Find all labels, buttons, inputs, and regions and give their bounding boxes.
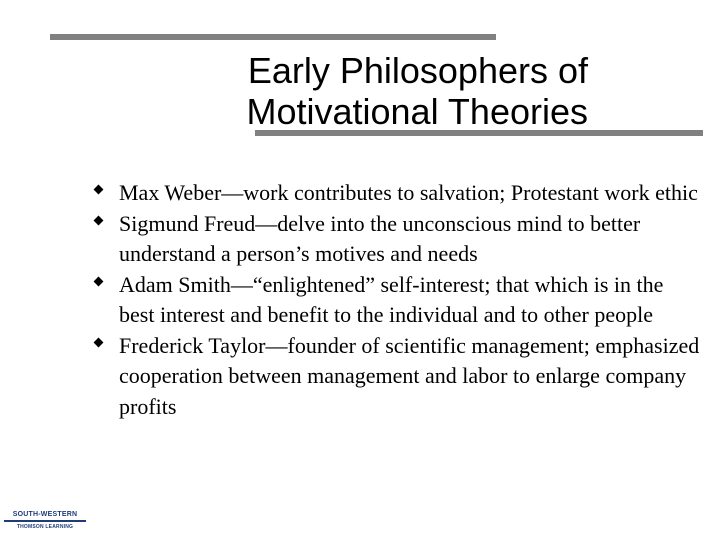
logo-line-2: THOMSON LEARNING <box>16 524 74 530</box>
logo-divider <box>4 520 86 522</box>
bullet-text: Adam Smith—“enlightened” self-interest; that which is in the best interest and benefit to the individual and to other people <box>119 271 664 327</box>
top-decorative-rule <box>50 34 496 40</box>
diamond-bullet-icon <box>94 185 104 195</box>
publisher-logo <box>4 511 86 535</box>
diamond-bullet-icon <box>94 276 104 286</box>
diamond-bullet-icon <box>94 337 104 347</box>
bullet-item-freud <box>92 209 702 270</box>
bullet-item-taylor <box>92 331 702 423</box>
diamond-bullet-icon <box>94 215 104 225</box>
logo-line-1: SOUTH-WESTERN <box>12 511 78 518</box>
bullet-item-smith <box>92 270 702 331</box>
slide-title <box>170 50 588 132</box>
bullet-text: Sigmund Freud—delve into the unconscious mind to better understand a person’s motives and needs <box>119 210 641 266</box>
bullet-item-weber <box>92 178 702 209</box>
slide-title-line-2: Motivational Theories <box>246 91 588 132</box>
bullet-list <box>92 178 702 422</box>
slide-title-line-1: Early Philosophers of <box>247 50 588 91</box>
bullet-text: Max Weber—work contributes to salvation; Protestant work ethic <box>119 180 698 205</box>
bullet-text: Frederick Taylor—founder of scientific management; emphasized cooperation between management and labor to enlarge company profits <box>119 332 700 419</box>
